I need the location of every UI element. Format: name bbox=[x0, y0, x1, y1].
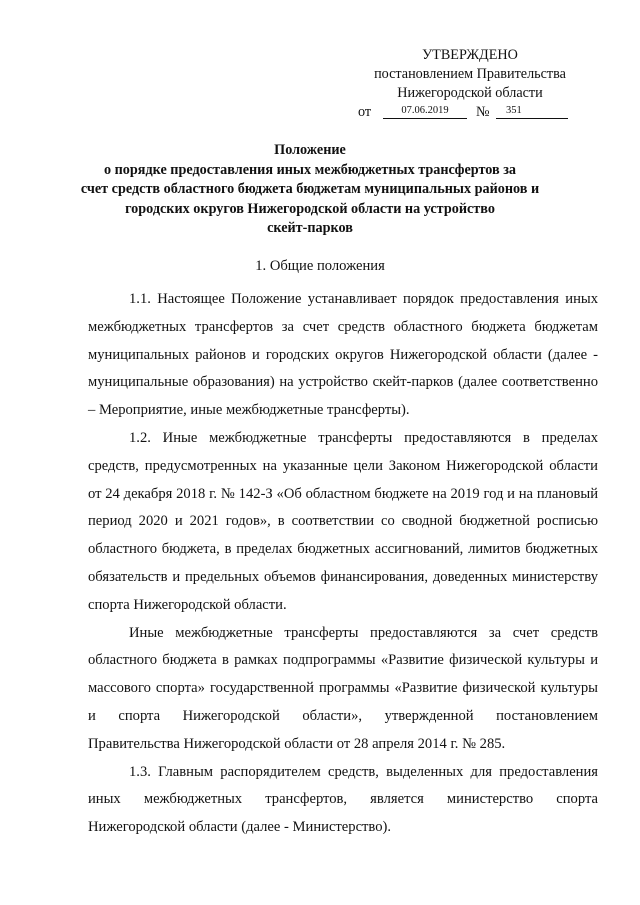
document-title bbox=[80, 141, 540, 239]
document-body bbox=[88, 286, 598, 842]
title-line: городских округов Нижегородской области на устройство bbox=[125, 200, 495, 217]
title-line: скейт-парков bbox=[267, 220, 353, 237]
from-label: от bbox=[358, 104, 372, 120]
title-line: счет средств областного бюджета бюджетам муниципальных районов и bbox=[80, 181, 540, 198]
approval-heading: УТВЕРЖДЕНО bbox=[422, 47, 518, 63]
approval-stamp bbox=[350, 46, 590, 122]
paragraph: 1.1. Настоящее Положение устанавливает порядок предоставления иных межбюджетных трансфертов за счет средств областного бюджета бюджетам муниципальных районов и городских округов Нижегородской области (далее - муниципальные образования) на устройство скейт-парков (далее соответственно – Мероприятие, иные межбюджетные трансферты). bbox=[88, 291, 598, 419]
paragraph: 1.2. Иные межбюджетные трансферты предоставляются в пределах средств, предусмотренных на указанные цели Законом Нижегородской области от 24 декабря 2018 г. № 142-З «Об областном бюджете на 2019 год и на плановый период 2020 и 2021 годов», в соответствии со сводной бюджетной росписью областного бюджета, в пределах бюджетных ассигнований, лимитов бюджетных обязательств и предельных объемов финансирования, доведенных министерству спорта Нижегородской области. bbox=[88, 429, 598, 613]
title-line: о порядке предоставления иных межбюджетных трансфертов за bbox=[103, 161, 517, 178]
title-line: Положение bbox=[274, 142, 346, 158]
approval-line: Нижегородской области bbox=[397, 85, 543, 101]
approval-number: 351 bbox=[496, 103, 568, 119]
approval-line: постановлением Правительства bbox=[374, 66, 566, 82]
section-heading: 1. Общие положения bbox=[255, 258, 385, 274]
approval-date: 07.06.2019 bbox=[383, 103, 467, 119]
paragraph: Иные межбюджетные трансферты предоставляются за счет средств областного бюджета в рамках подпрограммы «Развитие физической культуры и массового спорта» государственной программы «Развитие физической культуры и спорта Нижегородской области», утвержденной постановлением Правительства Нижегородской области от 28 апреля 2014 г. № 285. bbox=[88, 624, 598, 752]
number-label: № bbox=[476, 104, 490, 120]
approval-date-line bbox=[350, 103, 590, 122]
paragraph: 1.3. Главным распорядителем средств, выделенных для предоставления иных межбюджетных трансфертов, является министерство спорта Нижегородской области (далее - Министерство). bbox=[88, 763, 598, 836]
